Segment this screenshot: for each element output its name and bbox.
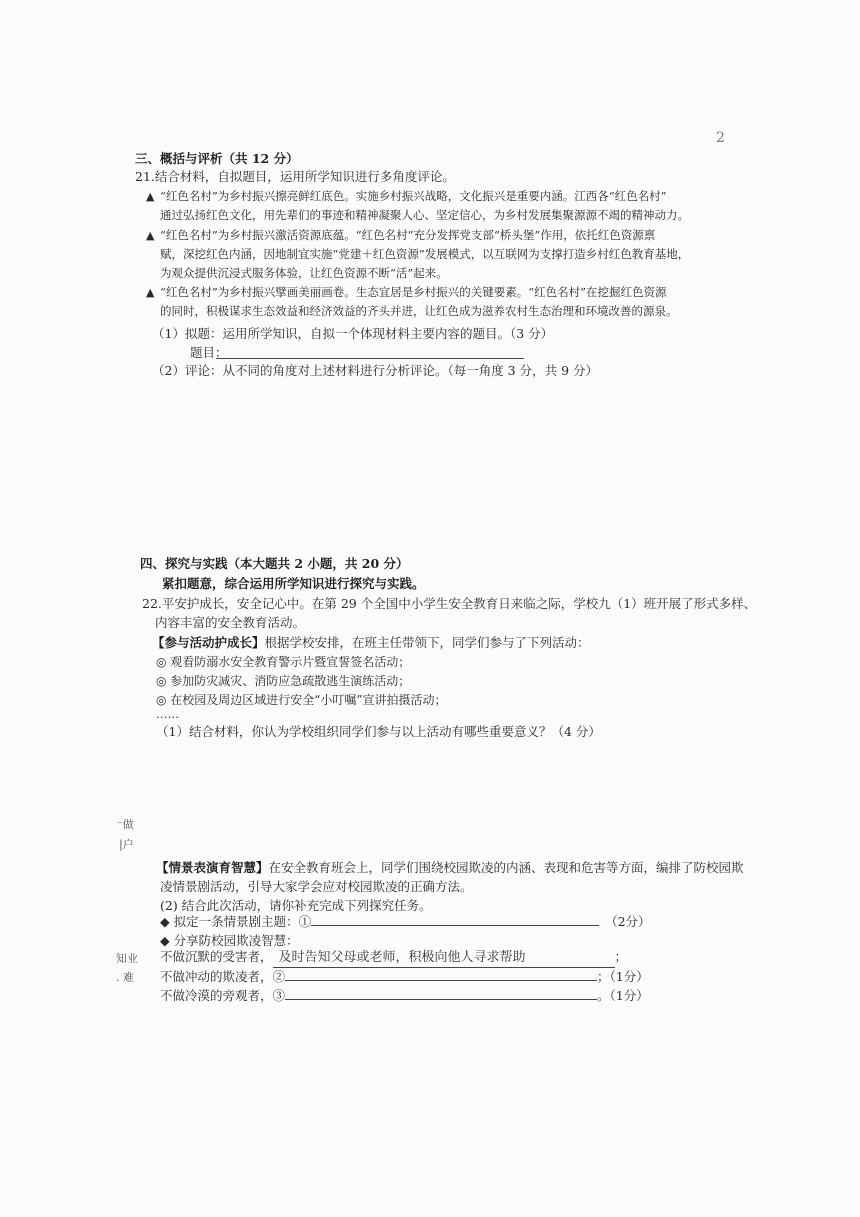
- section4-instruction: 紧扣题意，综合运用所学知识进行探究与实践。: [162, 576, 425, 591]
- wisdom-2-score: （1分）: [609, 969, 649, 984]
- activity-item-2: ◎ 参加防灾减灾、消防应急疏散逃生演练活动；: [156, 674, 411, 688]
- task-2-label: ◆ 分享防校园欺凌智慧：: [160, 933, 299, 948]
- section4-heading: 四、探究与实践（本大题共 2 小题，共 20 分）: [140, 556, 409, 571]
- material-3-line-1: “红色名村”为乡村振兴擘画美丽画卷。生态宜居是乡村振兴的关键要素。“红色名村”在挖掘红色资源: [160, 285, 667, 299]
- triangle-marker-icon: ▲: [146, 190, 155, 203]
- wisdom-row-3: [160, 987, 649, 1005]
- wisdom-1-answer[interactable]: 及时告知父母或老师，积极向他人寻求帮助: [273, 949, 615, 968]
- activity-item-3: ◎ 在校园及周边区域进行安全“小叮嘱”宣讲拍摄活动；: [156, 693, 447, 707]
- task-1-row: [160, 913, 651, 931]
- margin-fragment-4: . 难: [116, 971, 134, 984]
- material-1-line-1: “红色名村”为乡村振兴擦亮鲜红底色。实施乡村振兴战略，文化振兴是重要内涵。江西各“红色名村”: [160, 189, 667, 203]
- q21-sub1: （1）拟题：运用所学知识，自拟一个体现材料主要内容的题目。（3 分）: [152, 326, 554, 341]
- material-2-line-2: 赋，深挖红色内涵，因地制宜实施“党建＋红色资源”发展模式，以互联网为支撑打造乡村红色教育基地，: [160, 247, 690, 261]
- wisdom-2-prefix: 不做冲动的欺凌者，②: [160, 969, 286, 984]
- margin-fragment-3: 知业: [116, 952, 138, 965]
- drama-block-line-2: 凌情景剧活动，引导大家学会应对校园欺凌的正确方法。: [160, 879, 473, 894]
- triangle-marker-icon: ▲: [146, 286, 155, 299]
- task-1-score: （2分）: [605, 914, 651, 929]
- q22-sub2: (2) 结合此次活动，请你补充完成下列探究任务。: [160, 898, 432, 913]
- ellipsis: ……: [156, 707, 179, 721]
- material-3-line-2: 的同时，积极谋求生态效益和经济效益的齐头并进，让红色成为滋养农村生态治理和环境改善的源泉。: [160, 304, 678, 318]
- activity-block-intro: [152, 634, 590, 652]
- material-2-line-3: 为观众提供沉浸式服务体验，让红色资源不断“活”起来。: [160, 266, 448, 280]
- title-answer-line[interactable]: [216, 358, 524, 359]
- drama-block-text: 在安全教育班会上，同学们围绕校园欺凌的内涵、表现和危害等方面，编排了防校园欺: [268, 860, 744, 875]
- q22-sub1: （1）结合材料，你认为学校组织同学们参与以上活动有哪些重要意义？（4 分）: [156, 724, 601, 739]
- wisdom-1-suffix: ；: [614, 949, 628, 964]
- activity-item-1: ◎ 观看防溺水安全教育警示片暨宣誓签名活动；: [156, 655, 411, 669]
- task-1-label: ◆ 拟定一条情景剧主题：①: [160, 914, 312, 929]
- q21-sub2: （2）评论：从不同的角度对上述材料进行分析评论。（每一角度 3 分，共 9 分）: [152, 363, 599, 378]
- wisdom-3-prefix: 不做冷漠的旁观者，③: [160, 988, 286, 1003]
- wisdom-row-1: [160, 948, 627, 968]
- q21-stem: 21.结合材料，自拟题目，运用所学知识进行多角度评论。: [135, 169, 455, 184]
- task-1-answer-line[interactable]: [311, 913, 599, 926]
- material-2-line-1: “红色名村”为乡村振兴激活资源底蕴。“红色名村”充分发挥党支部“桥头堡”作用，依托红色资源禀: [160, 228, 656, 242]
- activity-block-title: 【参与活动护成长】: [152, 635, 265, 650]
- q22-line-1: 22.平安护成长，安全记心中。在第 29 个全国中小学生安全教育日来临之际，学校九（1）班开展了形式多样、: [142, 596, 757, 611]
- title-field-label: 题目：: [190, 345, 228, 360]
- drama-block-title: 【情景表演育智慧】: [156, 860, 269, 875]
- wisdom-3-score: （1分）: [609, 988, 649, 1003]
- drama-block-line-1: [156, 859, 744, 877]
- margin-fragment-1: ⁻做: [117, 818, 134, 831]
- activity-block-text: 根据学校安排，在班主任带领下，同学们参与了下列活动：: [264, 635, 590, 650]
- triangle-marker-icon: ▲: [146, 229, 155, 242]
- margin-fragment-2: |户: [119, 838, 134, 851]
- wisdom-2-answer-line[interactable]: [285, 968, 597, 981]
- wisdom-1-prefix: 不做沉默的受害者，: [160, 949, 273, 964]
- q22-line-2: 内容丰富的安全教育活动。: [155, 615, 306, 630]
- wisdom-3-suffix: 。: [597, 988, 610, 1003]
- wisdom-3-answer-line[interactable]: [285, 987, 597, 1000]
- wisdom-2-suffix: ；: [597, 969, 610, 984]
- wisdom-row-2: [160, 968, 649, 986]
- page-number: 2: [716, 130, 725, 146]
- section3-heading: 三、概括与评析（共 12 分）: [135, 151, 299, 166]
- material-1-line-2: 通过弘扬红色文化，用先辈们的事迹和精神凝聚人心、坚定信心，为乡村发展集聚源源不竭的精神动力。: [160, 208, 689, 222]
